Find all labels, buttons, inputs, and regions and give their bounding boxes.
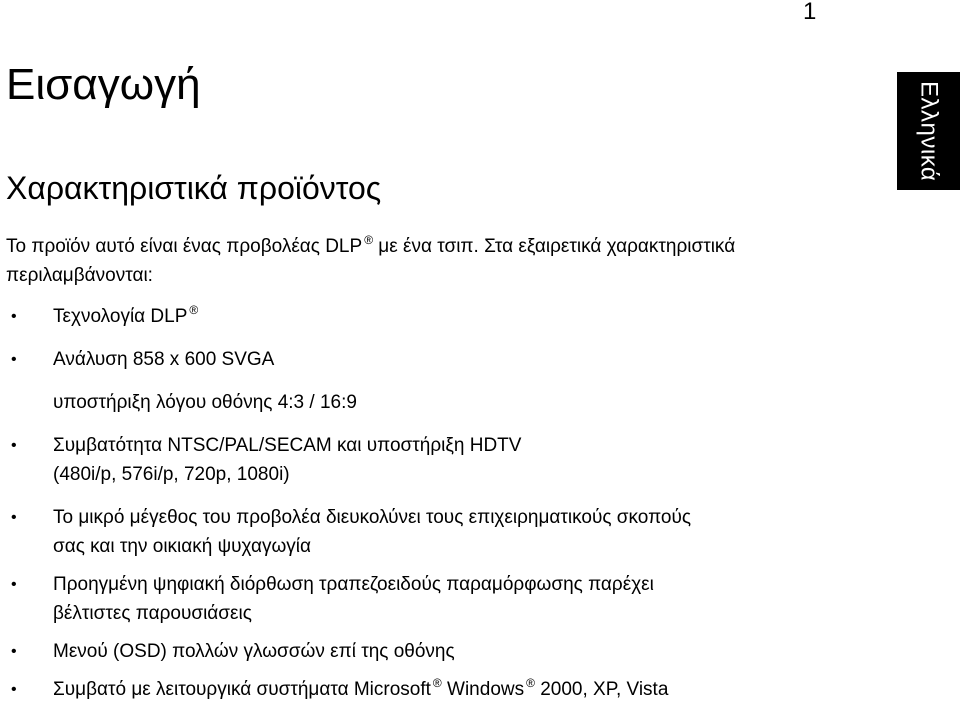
feature-text-line1: Το μικρό μέγεθος του προβολέα διευκολύνει τους επιχειρηματικούς σκοπούς [53, 507, 692, 528]
language-tab-label: Ελληνικά [915, 80, 943, 182]
feature-text: υποστήριξη λόγου οθόνης 4:3 / 16:9 [53, 392, 357, 413]
feature-text-line2: βέλτιστες παρουσιάσεις [53, 603, 252, 624]
feature-text-3: 2000, XP, Vista [534, 679, 669, 700]
feature-text-line2: σας και την οικιακή ψυχαγωγία [53, 536, 312, 557]
intro-text-2: με ένα τσιπ. Στα εξαιρετικά χαρακτηριστικά περιλαμβάνονται: [6, 236, 736, 286]
feature-item [0, 503, 880, 561]
registered-mark: ® [364, 233, 374, 247]
intro-text-1: Το προϊόν αυτό είναι ένας προβολέας DLP [6, 236, 363, 257]
registered-mark: ® [432, 676, 442, 690]
feature-text-2: Windows [441, 679, 525, 700]
registered-mark: ® [526, 676, 535, 690]
feature-item [0, 388, 880, 417]
feature-item [0, 431, 880, 489]
feature-item [0, 345, 880, 374]
feature-text: Ανάλυση 858 x 600 SVGA [53, 349, 275, 370]
page-title: Εισαγωγή [6, 60, 201, 109]
language-tab [897, 72, 960, 190]
feature-item [0, 570, 880, 628]
feature-text: Τεχνολογία DLP [53, 306, 188, 327]
feature-item [0, 302, 880, 331]
feature-text-line1: Προηγμένη ψηφιακή διόρθωση τραπεζοειδούς παραμόρφωσης παρέχει [53, 574, 654, 595]
registered-mark: ® [189, 303, 199, 317]
feature-text-line2: (480i/p, 576i/p, 720p, 1080i) [53, 464, 290, 485]
intro-paragraph [6, 232, 806, 290]
page-number: 1 [803, 0, 817, 25]
feature-text-line1: Συμβατότητα NTSC/PAL/SECAM και υποστήριξη HDTV [53, 435, 522, 456]
feature-text-1: Συμβατό με λειτουργικά συστήματα Microsoft [53, 679, 431, 700]
feature-item [0, 637, 880, 666]
feature-list [0, 302, 880, 704]
section-title: Χαρακτηριστικά προϊόντος [6, 170, 382, 206]
feature-text: Μενού (OSD) πολλών γλωσσών επί της οθόνης [53, 641, 455, 662]
